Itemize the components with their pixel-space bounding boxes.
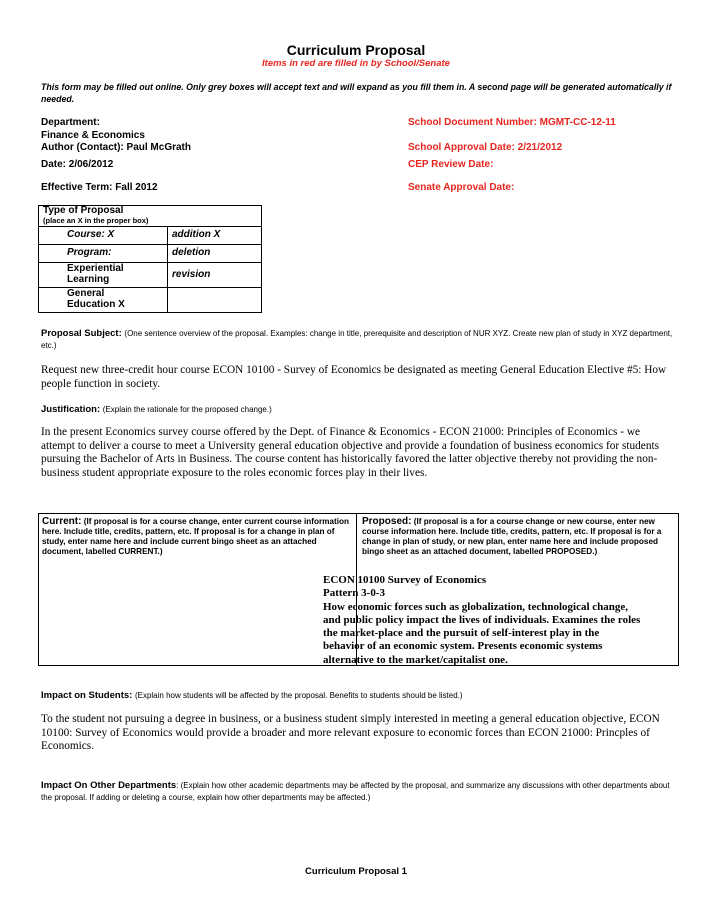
type-of-proposal-title: Type of Proposal (43, 205, 124, 216)
justification-note: (Explain the rationale for the proposed change.) (102, 405, 272, 414)
program-cell[interactable]: Program: (39, 245, 168, 263)
current-label: Current: (42, 516, 82, 527)
proposed-course-description: How economic forces such as globalization, technological change, and public policy impact the lives of individuals. Examines the roles the market-place and the pursuit of self-interest play in the behavior of an economic system. Presents economic systems alternative to the market/capitalist one. (323, 600, 641, 666)
type-of-proposal-note: (place an X in the proper box) (43, 216, 149, 225)
type-of-proposal-heading (39, 206, 262, 227)
deletion-cell[interactable]: deletion (168, 245, 262, 263)
justification-heading: Justification: (41, 404, 101, 415)
proposal-subject-heading: Proposal Subject: (41, 328, 122, 339)
page-subtitle: Items in red are filled in by School/Senate (262, 58, 450, 69)
current-column-header (42, 517, 352, 557)
revision-cell[interactable]: revision (168, 263, 262, 288)
school-approval-date: School Approval Date: 2/21/2012 (408, 142, 563, 153)
proposal-subject-text[interactable]: Request new three-credit hour course ECON 10100 - Survey of Economics be designated as meeting General Education Elective #5: How people function in society. (41, 364, 667, 390)
department-value[interactable]: Finance & Economics (41, 129, 145, 141)
experiential-line1: Experiential (67, 263, 124, 274)
proposal-subject-note: (One sentence overview of the proposal. Examples: change in title, prerequisite and description of NUR XYZ. Create new plan of study in XYZ department, etc.) (41, 329, 673, 350)
date-field[interactable]: Date: 2/06/2012 (41, 159, 114, 170)
experiential-learning-cell[interactable] (39, 263, 168, 288)
justification-text[interactable]: In the present Economics survey course offered by the Dept. of Finance & Economics - ECON 21000: Principles of Economics - we attempt to deliver a course to meet a University general education objective and provide a foundation of business economics for students pursuing the Bachelor of Arts in Business. The course content has historically favored the latter objective thereby not providing the non-business student appropriate exposure to the roles economic forces play in their lives. (41, 426, 660, 479)
empty-cell[interactable] (168, 288, 262, 313)
proposed-label: Proposed: (362, 516, 412, 527)
proposed-note: (If proposal is a for a course change or new course, enter new course information here. Include title, credits, pattern, etc. If proposal is for a change in plan of study, or new plan, enter name here and include proposed bingo sheet as an attached document, labelled PROPOSED.) (362, 517, 662, 556)
page-footer: Curriculum Proposal 1 (305, 866, 407, 877)
impact-students-note: (Explain how students will be affected by the proposal. Benefits to students should be listed.) (134, 691, 463, 700)
school-document-number: School Document Number: MGMT-CC-12-11 (408, 117, 616, 128)
current-note: (If proposal is for a course change, enter current course information here. Include title, credits, pattern, etc. If proposal is for a change in plan of study, enter name here and include current bingo sheet as an attached document, labelled CURRENT.) (42, 517, 349, 556)
proposed-course-title: ECON 10100 Survey of Economics (323, 574, 487, 586)
intro-text: This form may be filled out online. Only grey boxes will accept text and will expand as you fill them in. A second page will be generated automatically if needed. (41, 82, 672, 104)
cep-review-date: CEP Review Date: (408, 159, 494, 170)
proposed-course-details[interactable] (323, 574, 643, 667)
page-title: Curriculum Proposal (286, 42, 426, 58)
proposal-subject-label (41, 328, 681, 352)
addition-cell[interactable]: addition X (168, 227, 262, 245)
justification-label (41, 404, 681, 416)
author-field[interactable]: Author (Contact): Paul McGrath (41, 142, 191, 153)
impact-departments-heading: Impact On Other Departments (41, 780, 177, 791)
department-label: Department: (41, 117, 100, 128)
impact-students-heading: Impact on Students: (41, 690, 133, 701)
course-cell[interactable]: Course: X (39, 227, 168, 245)
senate-approval-date: Senate Approval Date: (408, 182, 515, 193)
proposed-column-header (362, 517, 674, 557)
experiential-line2: Learning (67, 274, 110, 285)
impact-departments-label (41, 780, 681, 804)
proposed-course-pattern: Pattern 3-0-3 (323, 587, 386, 600)
general-education-line1: General (67, 288, 105, 299)
impact-students-label (41, 690, 681, 702)
effective-term-field[interactable]: Effective Term: Fall 2012 (41, 182, 158, 193)
general-education-cell[interactable] (39, 288, 168, 313)
type-of-proposal-table (38, 205, 262, 313)
general-education-line2: Education X (67, 299, 125, 310)
impact-students-text[interactable]: To the student not pursuing a degree in business, or a business student simply interested in meeting a general education objective, ECON 10100: Survey of Economics would provide a broader and more relevant exposure to economic forces than ECON 21000: Princples of Economics. (41, 713, 660, 752)
impact-departments-note: : (Explain how other academic departments may be affected by the proposal, and summarize any discussions with other departments about the proposal. If adding or deleting a course, explain how other departments may be affected.) (41, 781, 670, 802)
